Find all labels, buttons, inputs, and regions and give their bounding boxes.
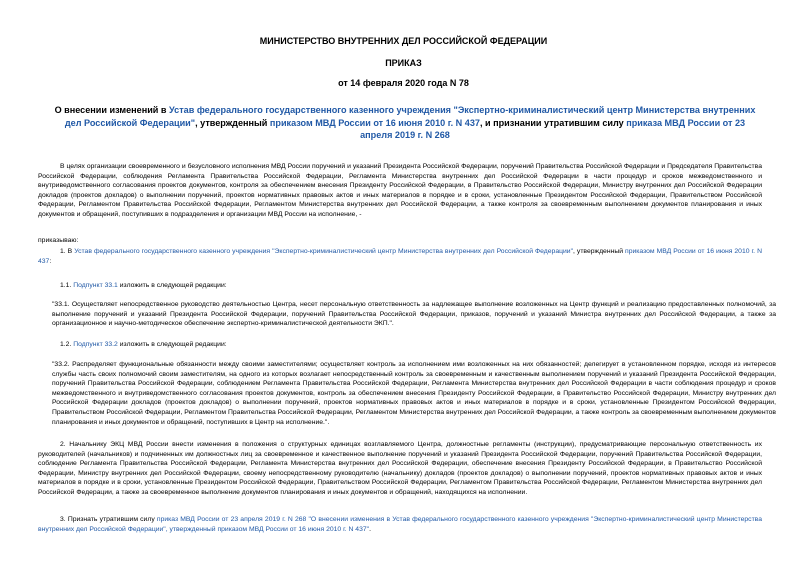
ministry-heading: МИНИСТЕРСТВО ВНУТРЕННИХ ДЕЛ РОССИЙСКОЙ ФЕДЕРАЦИИ xyxy=(259,36,548,46)
paragraph-1-2-text-b: изложить в следующей редакции: xyxy=(117,341,227,348)
paragraph-1-text-c: : xyxy=(49,257,52,265)
paragraph-1-text-a: 1. В xyxy=(60,248,75,255)
title-text-2: , утвержденный xyxy=(195,117,270,128)
paragraph-3 xyxy=(38,515,762,534)
paragraph-1-1 xyxy=(38,281,762,291)
order-word: приказываю: xyxy=(38,237,79,244)
title-link-order-268[interactable]: приказа МВД России от 23 апреля 2019 г. N 268 xyxy=(360,117,746,140)
paragraph-1-text-b: , утвержденный xyxy=(573,248,626,255)
paragraph-3-link-order-268[interactable]: приказ МВД России от 23 апреля 2019 г. N 268 "О внесении изменения в Устав федерального государственного казенного учреждения "Экспертно-криминалистический центр Министерства внутренних дел Российской Федерации", утвержденный приказом МВД России от 16 июня 2010 г. N 437" xyxy=(38,516,762,533)
title-link-charter[interactable]: Устав федерального государственного казенного учреждения "Экспертно-криминалистический центр Министерства внутренних дел Российской Федерации" xyxy=(64,105,756,128)
paragraph-1-1-text-b: изложить в следующей редакции: xyxy=(117,282,227,289)
paragraph-2: 2. Начальнику ЭКЦ МВД России внести изменения в положения о структурных единицах возглавляемого Центра, должностные регламенты (инструкции), предусматривающие персональную ответственность их руководителей (начальников) и подчиненных им должностных лиц за своевременное и качественное выполнение поручений и указаний Президента Российской Федерации, поручений Правительства Российской Федерации, соблюдение Регламента Правительства Российской Федерации, Регламента Министерства внутренних дел Российской Федерации, обеспечение внесения Президенту Российской Федерации, в Правительство Российской Федерации, Министру внутренних дел Российской Федерации, своему непосредственному руководителю (начальнику) докладов (проектов докладов) о выполнении поручений, проектов нормативных правовых актов и иных материалов в порядке и в сроки, установленные Президентом Российской Федерации, Правительством Российской Федерации, Регламентом Правительства Российской Федерации, Регламентом Министерства внутренних дел Российской Федерации, а также за своевременное выполнение документов планирования и иных документов и обращений, находящихся на исполнении. xyxy=(38,441,762,496)
document-type: ПРИКАЗ xyxy=(385,58,422,68)
document-date-number: от 14 февраля 2020 года N 78 xyxy=(338,78,469,88)
quote-33-1: "33.1. Осуществляет непосредственное руководство деятельностью Центра, несет персональную ответственность за надлежащее выполнение возложенных на Центр функций и реализацию предоставленных полномочий, за выполнение поручений и указаний Президента Российской Федерации, поручений Правительства Российской Федерации, приказов, поручений и указаний Министра внутренних дел Российской Федерации, а также за организационное и научно-методическое обеспечение экспертно-криминалистической деятельности ЭКП.". xyxy=(52,301,776,328)
title-text-3: , и признании утратившим силу xyxy=(479,117,627,128)
paragraph-1 xyxy=(38,247,762,266)
paragraph-1-2-text-a: 1.2. xyxy=(60,341,74,348)
paragraph-3-text-a: 3. Признать утратившим силу xyxy=(60,516,157,523)
title-text-1: О внесении изменений в xyxy=(54,105,170,115)
paragraph-3-text-b: . xyxy=(369,525,371,533)
paragraph-1-link-order-437[interactable]: приказом МВД России от 16 июня 2010 г. N 437 xyxy=(38,248,762,265)
subclause-33-2-link[interactable]: Подпункт 33.2 xyxy=(73,341,118,348)
title-link-order-437[interactable]: приказом МВД России от 16 июня 2010 г. N 437 xyxy=(269,117,480,128)
quote-33-2: "33.2. Распределяет функциональные обязанности между своими заместителями; осуществляет контроль за исполнением ими возложенных на них обязанностей; делегирует в установленном порядке, исходя из интересов службы часть своих полномочий своим заместителям, на одного из которых возлагает непосредственный контроль за своевременным и качественным выполнением поручений и указаний Президента Российской Федерации, поручений Правительства Российской Федерации, соблюдением Регламента Правительства Российской Федерации, Регламента Министерства внутренних дел Российской Федерации в части соблюдения процедур и сроков межведомственного и внутриведомственного согласования проектов документов, контроль за обеспечением внесения Президенту Российской Федерации, в Правительство Российской Федерации, Министру внутренних дел Российской Федерации докладов (проектов докладов) о выполнении поручений, проектов нормативных правовых актов и иных материалов в порядке и в сроки, установленные Президентом Российской Федерации, Правительством Российской Федерации, Регламентом Правительства Российской Федерации, Регламентом Министерства внутренних дел Российской Федерации, а также контроль за своевременным выполнением документов планирования и иных документов и обращений, поступивших в Центр на исполнение.". xyxy=(52,361,776,426)
paragraph-1-1-text-a: 1.1. xyxy=(60,282,74,289)
paragraph-1-2 xyxy=(38,340,762,350)
document-title xyxy=(50,104,760,142)
paragraph-1-link-charter[interactable]: Устав федерального государственного казенного учреждения "Экспертно-криминалистический центр Министерства внутренних дел Российской Федерации" xyxy=(74,248,574,255)
preamble-paragraph: В целях организации своевременного и безусловного исполнения МВД России поручений и указаний Президента Российской Федерации, поручений Правительства Российской Федерации и Председателя Правительства Российской Федерации, соблюдения Регламента Правительства Российской Федерации, Регламента Министерства внутренних дел Российской Федерации в части процедур и сроков межведомственного и внутриведомственного согласования проектов документов, контроля за обеспечением внесения Президенту Российской Федерации, в Правительство Российской Федерации, Министру внутренних дел Российской Федерации докладов (проектов докладов) о выполнении поручений, проектов нормативных правовых актов и иных материалов в порядке и в сроки, установленные Президентом Российской Федерации, Правительством Российской Федерации, Регламентом Правительства Российской Федерации, Регламентом Министерства внутренних дел Российской Федерации, а также контроля за своевременным выполнением документов планирования и иных документов и обращений, поступивших в подразделения и организации МВД России на исполнение, - xyxy=(38,163,762,218)
subclause-33-1-link[interactable]: Подпункт 33.1 xyxy=(73,282,118,289)
